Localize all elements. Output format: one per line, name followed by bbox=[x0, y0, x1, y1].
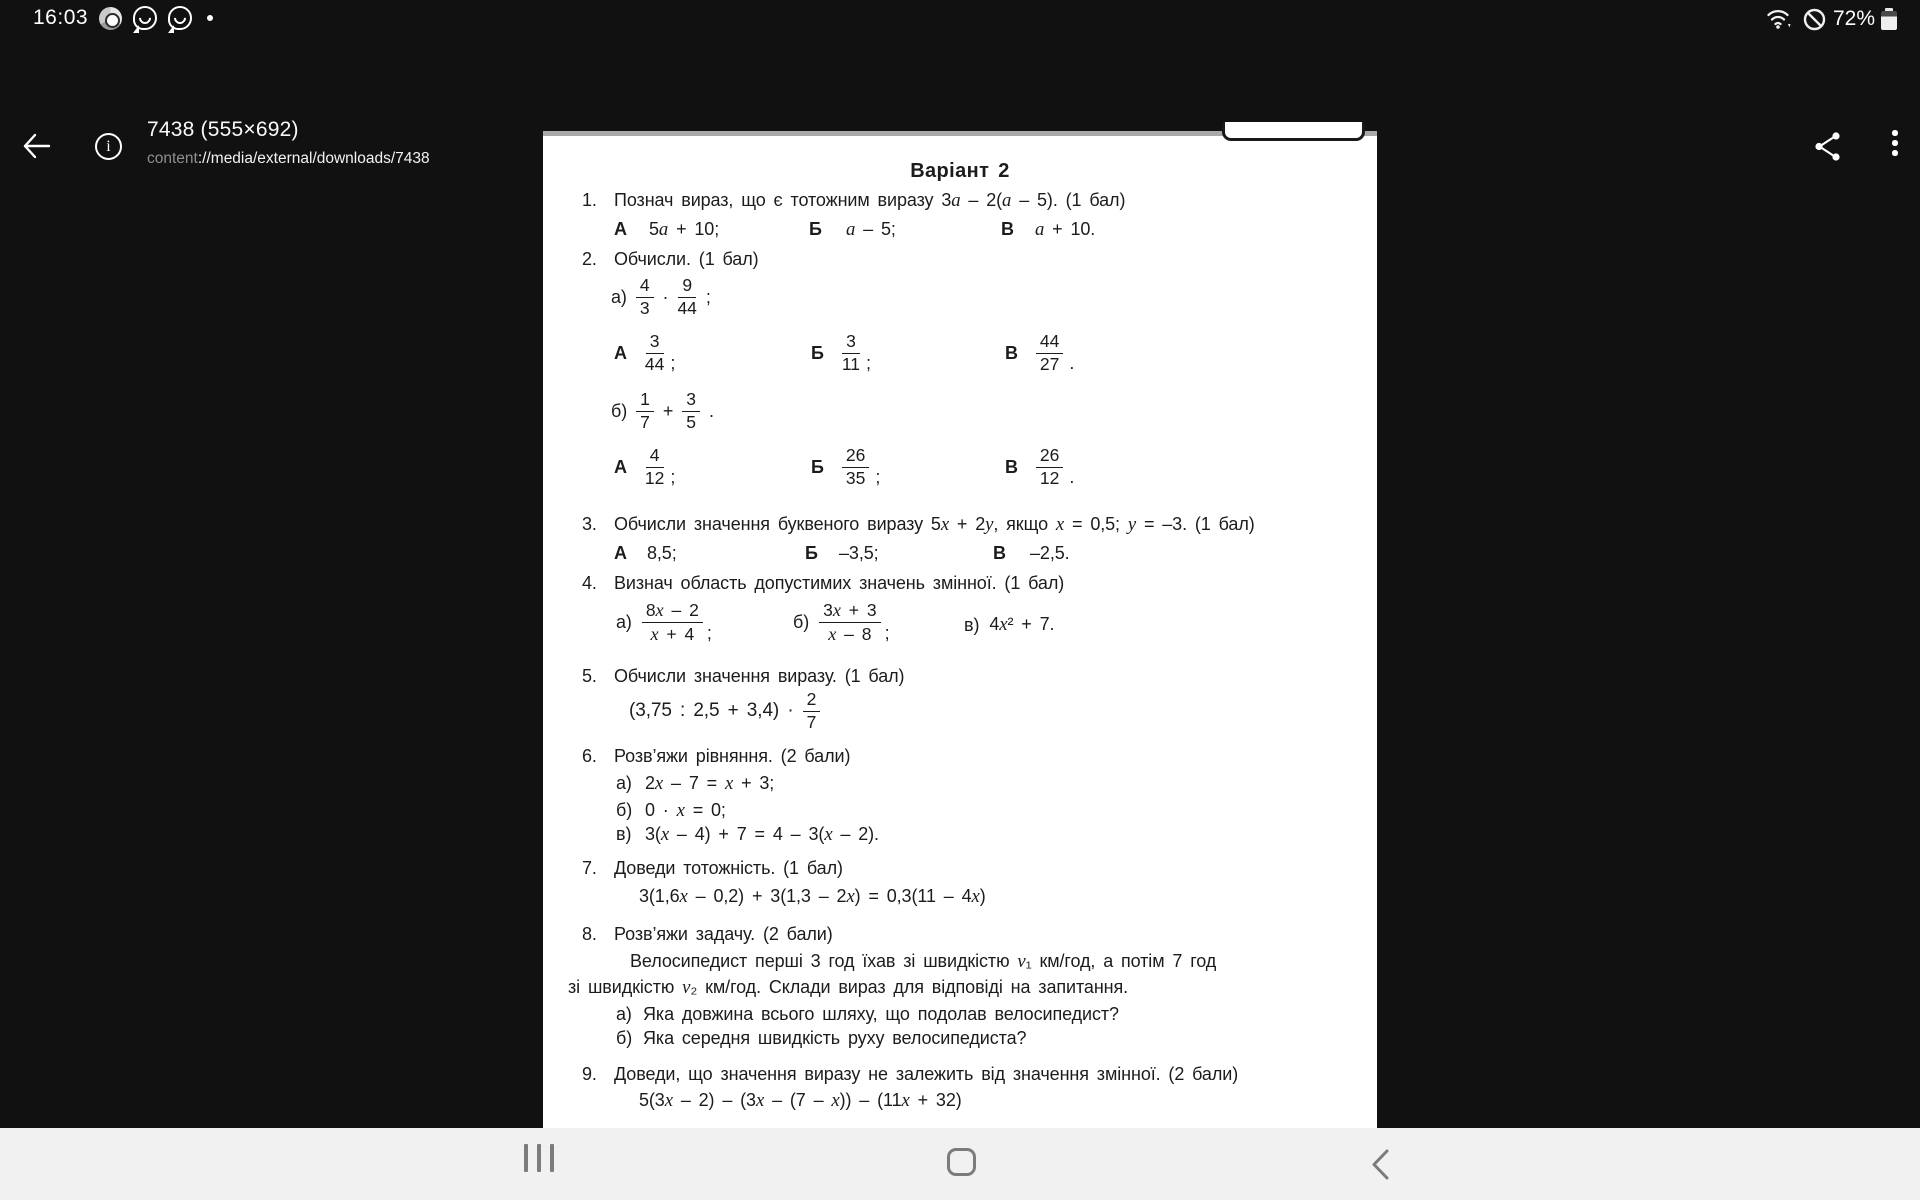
battery-percent: 72% bbox=[1832, 7, 1875, 30]
question-2b-expression bbox=[611, 390, 714, 432]
question-6 bbox=[543, 746, 1377, 770]
question-number: 9. bbox=[582, 1064, 597, 1084]
question-number: 5. bbox=[582, 666, 597, 686]
question-6b bbox=[543, 800, 1377, 824]
operator: · bbox=[662, 286, 669, 307]
question-4-expressions bbox=[543, 600, 1377, 652]
question-number: 2. bbox=[582, 249, 597, 269]
question-number: 4. bbox=[582, 573, 597, 593]
option-value: –2,5. bbox=[1030, 543, 1070, 563]
question-8-line2 bbox=[543, 977, 1377, 1001]
battery-icon bbox=[1881, 8, 1897, 30]
expression: 5(3x – 2) – (3x – (7 – x)) – (11x + 32) bbox=[639, 1090, 962, 1111]
question-text: Обчисли. (1 бал) bbox=[614, 249, 759, 269]
viber-notification-icon bbox=[133, 6, 157, 30]
do-not-disturb-icon bbox=[1802, 7, 1827, 32]
question-3 bbox=[543, 514, 1377, 538]
punctuation: ; bbox=[705, 286, 711, 307]
question-number: 3. bbox=[582, 514, 597, 534]
question-8b bbox=[543, 1028, 1377, 1052]
option-letter: А bbox=[614, 543, 627, 563]
sub-label: б) bbox=[616, 1028, 633, 1048]
question-8 bbox=[543, 924, 1377, 948]
question-9 bbox=[543, 1064, 1377, 1088]
viber-notification-icon bbox=[168, 6, 192, 30]
recents-button[interactable] bbox=[524, 1144, 554, 1172]
more-options-button[interactable] bbox=[1886, 130, 1904, 164]
sub-question: Яка довжина всього шляху, що подолав велосипедист? bbox=[643, 1004, 1119, 1024]
question-text: Познач вираз, що є тотожним виразу 3a – 2(a – 5). (1 бал) bbox=[614, 190, 1126, 211]
clock: 16:03 bbox=[33, 6, 89, 29]
status-right-cluster bbox=[1766, 6, 1897, 32]
problem-text: Велосипедист перші 3 год їхав зі швидкістю v₁ км/год, а потім 7 год bbox=[630, 951, 1217, 972]
image-uri bbox=[147, 150, 430, 168]
sub-expression: в) 4x² + 7. bbox=[964, 614, 1055, 635]
question-3-options bbox=[543, 543, 1377, 567]
image-title: 7438 (555×692) bbox=[147, 118, 299, 141]
option: В $\frac{26}{12}$ . bbox=[1005, 445, 1075, 488]
fraction: $\frac{2}{7}$ bbox=[803, 690, 821, 732]
equation: 0 · x = 0; bbox=[645, 800, 726, 821]
punctuation: . bbox=[709, 400, 714, 421]
doc-title: Варіант 2 bbox=[910, 160, 1010, 182]
question-9-expression bbox=[543, 1090, 1377, 1114]
fraction: $\frac{1}{7}$ bbox=[636, 390, 654, 432]
sub-question: Яка середня швидкість руху велосипедиста? bbox=[643, 1028, 1027, 1048]
back-button[interactable] bbox=[20, 130, 52, 162]
question-number: 8. bbox=[582, 924, 597, 944]
option: В $\frac{44}{27}$ . bbox=[1005, 331, 1075, 374]
home-button[interactable] bbox=[947, 1148, 976, 1176]
sub-expression: а) $\frac{8x - 2}{x + 4}$ ; bbox=[616, 600, 712, 644]
sub-label: в) bbox=[616, 824, 632, 844]
expression-text: (3,75 : 2,5 + 3,4) · bbox=[629, 700, 794, 722]
wifi-icon bbox=[1766, 6, 1796, 32]
question-1 bbox=[543, 190, 1377, 214]
option-value: a – 5; bbox=[846, 219, 896, 240]
problem-text: зі швидкістю v₂ км/год. Склади вираз для відповіді на запитання. bbox=[568, 977, 1129, 998]
sub-label: а) bbox=[616, 773, 632, 793]
question-text: Доведи, що значення виразу не залежить від значення змінної. (2 бали) bbox=[614, 1064, 1239, 1084]
question-5-expression bbox=[629, 690, 820, 732]
sub-label: б) bbox=[616, 800, 633, 820]
question-5 bbox=[543, 666, 1377, 690]
option: А $\frac{3}{44}$ ; bbox=[614, 331, 676, 374]
question-7 bbox=[543, 858, 1377, 882]
chrome-notification-icon bbox=[99, 7, 122, 30]
identity-expression: 3(1,6x – 0,2) + 3(1,3 – 2x) = 0,3(11 – 4x) bbox=[639, 886, 986, 907]
question-text: Визнач область допустимих значень змінної. (1 бал) bbox=[614, 573, 1065, 593]
question-8a bbox=[543, 1004, 1377, 1028]
option-letter: А bbox=[614, 219, 627, 239]
question-text: Обчисли значення виразу. (1 бал) bbox=[614, 666, 905, 686]
operator: + bbox=[662, 400, 674, 421]
question-6a bbox=[543, 773, 1377, 797]
option-letter: Б bbox=[805, 543, 818, 563]
sub-label: б) bbox=[611, 400, 628, 421]
option-value: –3,5; bbox=[839, 543, 879, 563]
nav-back-button[interactable] bbox=[1372, 1149, 1389, 1180]
question-number: 7. bbox=[582, 858, 597, 878]
question-2a-options bbox=[543, 332, 1377, 382]
equation: 2x – 7 = x + 3; bbox=[645, 773, 775, 794]
option-letter: В bbox=[993, 543, 1006, 563]
option: Б $\frac{26}{35}$ ; bbox=[811, 445, 881, 488]
option-value: 8,5; bbox=[647, 543, 677, 563]
status-bar bbox=[0, 0, 1920, 42]
sub-label: а) bbox=[616, 1004, 632, 1024]
question-2b-options bbox=[543, 446, 1377, 496]
info-icon[interactable]: i bbox=[95, 133, 122, 160]
sub-label: а) bbox=[611, 286, 627, 307]
fraction: $\frac{3}{5}$ bbox=[682, 390, 700, 432]
option-value: a + 10. bbox=[1035, 219, 1096, 240]
sub-expression: б) $\frac{3x + 3}{x - 8}$ ; bbox=[793, 600, 890, 644]
option: А $\frac{4}{12}$ ; bbox=[614, 445, 676, 488]
question-8-line1 bbox=[543, 951, 1377, 975]
option-value: 5a + 10; bbox=[649, 219, 720, 240]
uri-scheme: content bbox=[147, 150, 198, 167]
question-number: 6. bbox=[582, 746, 597, 766]
uri-path: ://media/external/downloads/7438 bbox=[197, 150, 430, 167]
navigation-bar bbox=[0, 1128, 1920, 1200]
question-number: 1. bbox=[582, 190, 597, 210]
option-letter: Б bbox=[809, 219, 822, 239]
option: Б $\frac{3}{11}$ ; bbox=[811, 331, 871, 374]
scan-rounded-tab-fragment bbox=[1222, 122, 1365, 141]
question-2a-expression bbox=[611, 276, 711, 318]
question-2 bbox=[543, 249, 1377, 273]
question-6c bbox=[543, 824, 1377, 848]
question-text: Розв’яжи рівняння. (2 бали) bbox=[614, 746, 851, 766]
option-letter: В bbox=[1001, 219, 1014, 239]
fraction: $\frac{4}{3}$ bbox=[636, 276, 654, 318]
document-image[interactable] bbox=[543, 118, 1377, 1128]
more-notifications-dot bbox=[207, 15, 213, 21]
share-button[interactable] bbox=[1812, 130, 1844, 162]
question-1-options bbox=[543, 219, 1377, 243]
question-4 bbox=[543, 573, 1377, 597]
question-text: Розв’яжи задачу. (2 бали) bbox=[614, 924, 833, 944]
equation: 3(x – 4) + 7 = 4 – 3(x – 2). bbox=[645, 824, 879, 845]
question-7-expression bbox=[543, 886, 1377, 910]
question-text: Доведи тотожність. (1 бал) bbox=[614, 858, 843, 878]
fraction: $\frac{9}{44}$ bbox=[677, 275, 697, 318]
question-text: Обчисли значення буквеного виразу 5x + 2y, якщо x = 0,5; y = –3. (1 бал) bbox=[614, 514, 1255, 535]
status-left-cluster bbox=[33, 6, 213, 30]
